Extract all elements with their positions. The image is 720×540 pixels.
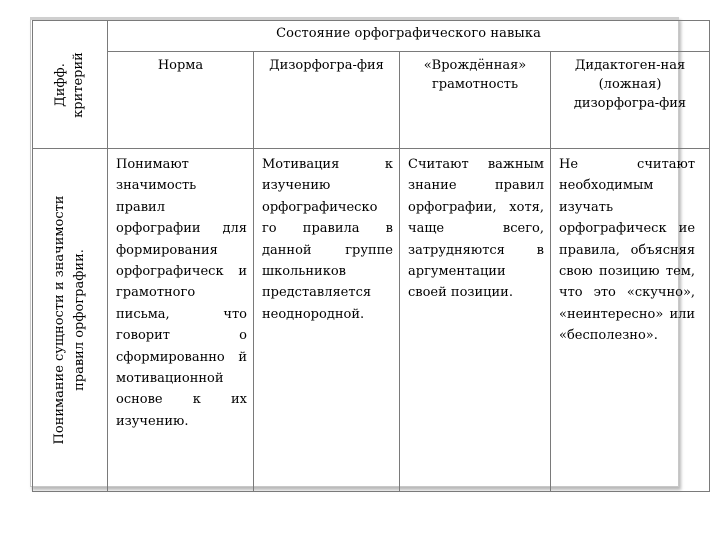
column-header-norm: Норма <box>108 52 254 149</box>
criterion-label-line: правил орфографии. <box>72 249 87 391</box>
criterion-header-cell <box>33 21 108 149</box>
criterion-label-line: Понимание сущности и значимости <box>52 195 67 445</box>
cell-didactogenic: Не считают необходимым изучать орфографическ ие правила, объясняя свою позицию тем, что это «скучно», «неинтересно» или «бесполезно». <box>551 149 710 492</box>
criteria-table <box>32 20 710 492</box>
cell-innate-literacy: Считают важным знание правил орфографии, хотя, чаще всего, затрудняются в аргументации своей позиции. <box>400 149 551 492</box>
column-header-dysorthography: Дизорфогра-фия <box>254 52 400 149</box>
criterion-header <box>52 52 88 118</box>
criterion-label-cell <box>33 149 108 492</box>
criterion-header-line: Дифф. <box>53 62 68 107</box>
table-row-headers <box>33 52 710 149</box>
table-row-body <box>33 149 710 492</box>
cell-norm: Понимают значимость правил орфографии для формирования орфографическ и грамотного письма, что говорит о сформированно й мотивационной основе к их изучению. <box>108 149 254 492</box>
criterion-header-line: критерий <box>71 51 86 118</box>
table-title: Состояние орфографического навыка <box>108 21 710 52</box>
table-row-title <box>33 21 710 52</box>
column-header-didactogenic: Дидактоген-ная (ложная) дизорфогра-фия <box>551 52 710 149</box>
cell-dysorthography: Мотивация к изучению орфографическо го правила в данной группе школьников представляется неоднородной. <box>254 149 400 492</box>
criterion-label <box>50 196 90 445</box>
column-header-innate-literacy: «Врождённая» грамотность <box>400 52 551 149</box>
